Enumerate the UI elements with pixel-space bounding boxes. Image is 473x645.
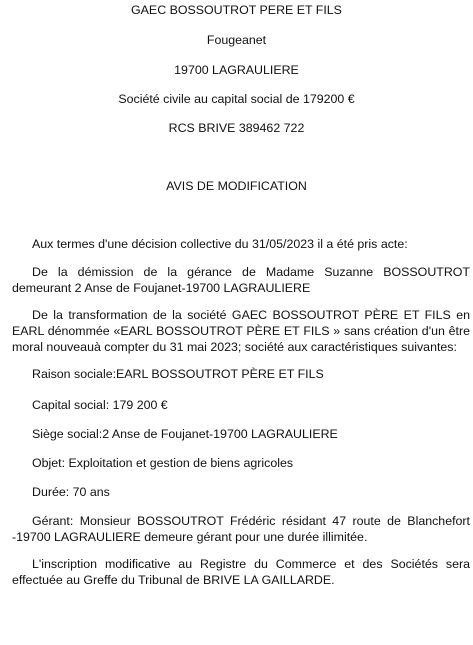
notice-head-office-line: Siège social:2 Anse de Foujanet-19700 LAGRAULIERE	[32, 427, 338, 441]
notice-intro: Aux termes d'une décision collective du 31/05/2023 il a été pris acte:	[32, 237, 408, 251]
notice-purpose-line: Objet: Exploitation et gestion de biens agricoles	[32, 456, 294, 470]
notice-capital-line: Capital social: 179 200 €	[32, 398, 168, 412]
company-postal-city: 19700 LAGRAULIERE	[174, 63, 299, 77]
company-locality: Fougeanet	[206, 33, 267, 47]
company-rcs: RCS BRIVE 389462 722	[168, 121, 305, 135]
notice-manager: Gérant: Monsieur BOSSOUTROT Frédéric résidant 47 route de Blanchefort -19700 LAGRAULIERE demeure gérant pour une durée illimitée.	[12, 514, 470, 544]
notice-transformation: De la transformation de la société GAEC BOSSOUTROT PÈRE ET FILS en EARL dénommée «EARL BOSSOUTROT PÈRE ET FILS » sans création d'un être moral nouveauà compter du 31 mai 2023; société aux caractéristiques suivantes:	[12, 308, 470, 354]
company-name: GAEC BOSSOUTROT PERE ET FILS	[131, 3, 342, 17]
notice-duration-line: Durée: 70 ans	[32, 485, 110, 499]
company-legal-form: Société civile au capital social de 179200 €	[118, 92, 355, 106]
notice-resignation: De la démission de la gérance de Madame Suzanne BOSSOUTROT demeurant 2 Anse de Foujanet-19700 LAGRAULIERE	[12, 265, 470, 295]
notice-title: AVIS DE MODIFICATION	[166, 179, 307, 193]
notice-company-name-line: Raison sociale:EARL BOSSOUTROT PÈRE ET FILS	[32, 367, 324, 381]
notice-registration: L'inscription modificative au Registre du Commerce et des Sociétés sera effectuée au Greffe du Tribunal de BRIVE LA GAILLARDE.	[12, 557, 470, 587]
